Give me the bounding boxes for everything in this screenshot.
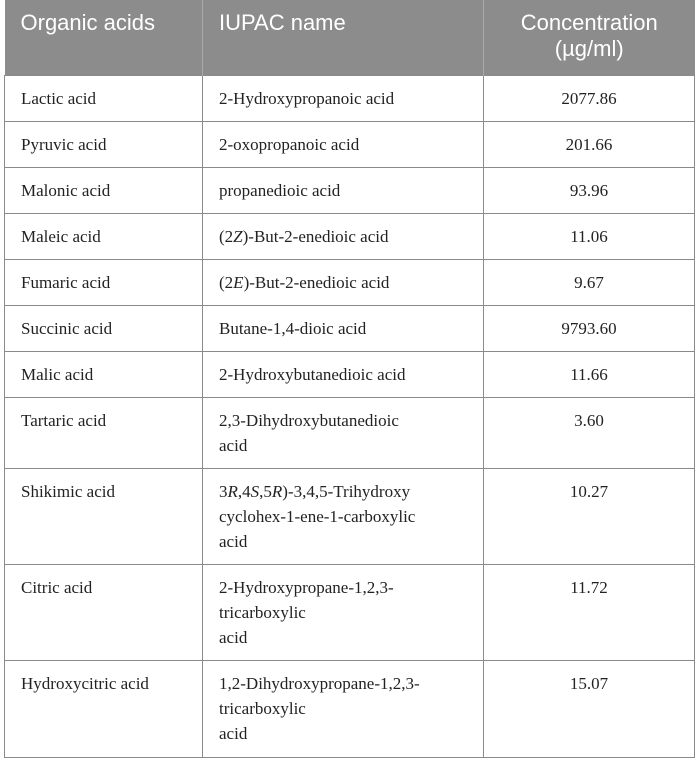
iupac-line: tricarboxylic xyxy=(219,602,306,622)
iupac-stereo-descriptor: E xyxy=(233,272,244,292)
iupac-line: 2,3-Dihydroxybutanedioic xyxy=(219,410,399,430)
acid-name: Shikimic acid xyxy=(5,468,203,564)
iupac-name: 2-oxopropanoic acid xyxy=(203,121,484,167)
header-row xyxy=(5,0,695,75)
table-header xyxy=(5,0,695,75)
iupac-line: 1,2-Dihydroxypropane-1,2,3- xyxy=(219,673,420,693)
concentration-value: 10.27 xyxy=(484,468,695,564)
header-concentration xyxy=(484,0,695,75)
acid-name: Citric acid xyxy=(5,564,203,660)
iupac-line: 2-Hydroxypropane-1,2,3- xyxy=(219,577,394,597)
iupac-name xyxy=(203,397,484,468)
header-organic-acids: Organic acids xyxy=(5,0,203,75)
table-row xyxy=(5,121,695,167)
iupac-line: acid xyxy=(219,531,248,551)
iupac-line: cyclohex-1-ene-1-carboxylic xyxy=(219,506,416,526)
concentration-value: 11.06 xyxy=(484,213,695,259)
table-row xyxy=(5,660,695,757)
concentration-value: 11.66 xyxy=(484,351,695,397)
iupac-text: ,4 xyxy=(237,481,251,501)
acid-name: Lactic acid xyxy=(5,75,203,121)
iupac-line: acid xyxy=(219,435,248,455)
acid-name: Malic acid xyxy=(5,351,203,397)
iupac-name xyxy=(203,259,484,305)
table-row xyxy=(5,167,695,213)
iupac-name: 2-Hydroxypropanoic acid xyxy=(203,75,484,121)
iupac-text: )-3,4,5-Trihydroxy xyxy=(282,481,411,501)
iupac-name xyxy=(203,660,484,757)
header-concentration-unit: (µg/ml) xyxy=(554,36,624,61)
table-row xyxy=(5,397,695,468)
acid-name: Hydroxycitric acid xyxy=(5,660,203,757)
organic-acids-table xyxy=(4,0,695,758)
iupac-line: tricarboxylic xyxy=(219,698,306,718)
concentration-value: 201.66 xyxy=(484,121,695,167)
header-concentration-label: Concentration xyxy=(520,10,658,35)
iupac-text: 3 xyxy=(219,481,228,501)
iupac-name: 2-Hydroxybutanedioic acid xyxy=(203,351,484,397)
table-row xyxy=(5,213,695,259)
concentration-value: 9.67 xyxy=(484,259,695,305)
iupac-name xyxy=(203,468,484,564)
table-body xyxy=(5,75,695,757)
iupac-name: propanedioic acid xyxy=(203,167,484,213)
iupac-text: ,5 xyxy=(259,481,272,501)
acid-name: Maleic acid xyxy=(5,213,203,259)
iupac-stereo-descriptor: S xyxy=(250,481,260,501)
acid-name: Succinic acid xyxy=(5,305,203,351)
concentration-value: 93.96 xyxy=(484,167,695,213)
iupac-name xyxy=(203,213,484,259)
iupac-text: )-But-2-enedioic acid xyxy=(242,226,389,246)
header-iupac-name: IUPAC name xyxy=(203,0,484,75)
iupac-text: (2 xyxy=(219,272,234,292)
iupac-line: acid xyxy=(219,723,248,743)
iupac-name: Butane-1,4-dioic acid xyxy=(203,305,484,351)
acid-name: Pyruvic acid xyxy=(5,121,203,167)
table-row xyxy=(5,564,695,660)
iupac-stereo-descriptor: R xyxy=(227,481,238,501)
acid-name: Malonic acid xyxy=(5,167,203,213)
concentration-value: 9793.60 xyxy=(484,305,695,351)
acid-name: Tartaric acid xyxy=(5,397,203,468)
acid-name: Fumaric acid xyxy=(5,259,203,305)
table-row xyxy=(5,351,695,397)
iupac-name xyxy=(203,564,484,660)
table-row xyxy=(5,305,695,351)
iupac-stereo-descriptor: Z xyxy=(233,226,243,246)
concentration-value: 2077.86 xyxy=(484,75,695,121)
table-row xyxy=(5,468,695,564)
concentration-value: 3.60 xyxy=(484,397,695,468)
iupac-text: (2 xyxy=(219,226,234,246)
table-row xyxy=(5,75,695,121)
table-row xyxy=(5,259,695,305)
concentration-value: 11.72 xyxy=(484,564,695,660)
iupac-text: )-But-2-enedioic acid xyxy=(243,272,390,292)
concentration-value: 15.07 xyxy=(484,660,695,757)
iupac-stereo-descriptor: R xyxy=(271,481,283,501)
iupac-line: acid xyxy=(219,627,248,647)
